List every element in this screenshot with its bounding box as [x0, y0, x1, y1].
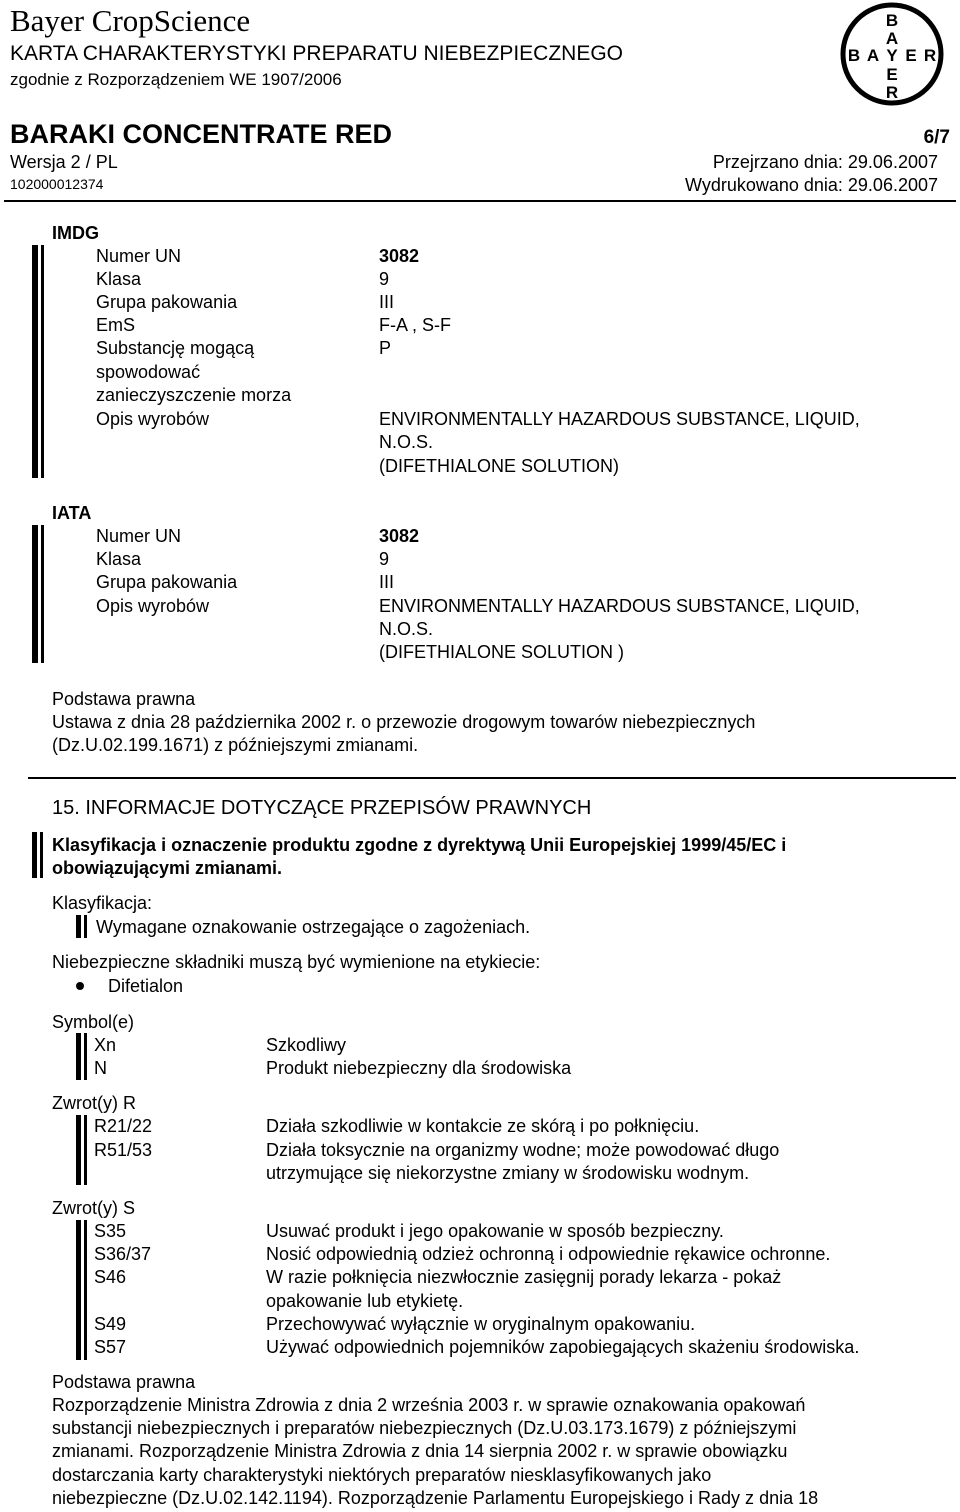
- imdg-value: 3082: [379, 246, 420, 266]
- s-phrase-code: S49: [94, 1314, 127, 1334]
- s-phrase-text: opakowanie lub etykietę.: [266, 1291, 464, 1311]
- legal-basis-text: niebezpieczne (Dz.U.02.142.1194). Rozporządzenie Parlamentu Europejskiego i Rady z dnia 18: [52, 1488, 819, 1508]
- r-phrase-code: R21/22: [94, 1116, 153, 1136]
- svg-text:A: A: [866, 46, 880, 65]
- s-phrase-text: Przechowywać wyłącznie w oryginalnym opakowaniu.: [266, 1314, 696, 1334]
- change-marker: [84, 915, 87, 938]
- s-phrase-text: Nosić odpowiednią odzież ochronną i odpowiednie rękawice ochronne.: [266, 1244, 831, 1264]
- imdg-value: (DIFETHIALONE SOLUTION): [379, 456, 620, 476]
- svg-text:E: E: [905, 46, 917, 65]
- change-marker: [84, 1115, 87, 1185]
- change-marker: [84, 1033, 87, 1080]
- change-marker: [76, 1220, 81, 1360]
- legal-basis-text: Rozporządzenie Ministra Zdrowia z dnia 2 września 2003 r. w sprawie oznakowania opakowań: [52, 1395, 806, 1415]
- change-marker: [84, 1220, 87, 1360]
- iata-value: ENVIRONMENTALLY HAZARDOUS SUBSTANCE, LIQUID,: [379, 596, 860, 616]
- imdg-value: P: [379, 338, 392, 358]
- legal-basis-text: dostarczania karty charakterystyki niektórych preparatów niesklasyfikowanych jako: [52, 1465, 712, 1485]
- imdg-label: Klasa: [96, 269, 142, 289]
- svg-text:E: E: [886, 65, 898, 84]
- change-marker: [41, 245, 44, 478]
- legal-basis-title: Podstawa prawna: [52, 689, 196, 709]
- change-marker: [76, 1033, 81, 1080]
- iata-label: Grupa pakowania: [96, 572, 238, 592]
- s-phrase-text: Używać odpowiednich pojemników zapobiegających skażeniu środowiska.: [266, 1337, 860, 1357]
- regulation-reference: zgodnie z Rozporządzeniem WE 1907/2006: [10, 70, 342, 89]
- change-marker: [41, 525, 44, 663]
- imdg-label: Opis wyrobów: [96, 409, 210, 429]
- s-phrase-code: S57: [94, 1337, 127, 1357]
- bayer-logo: [832, 2, 952, 106]
- imdg-label: zanieczyszczenie morza: [96, 385, 292, 405]
- change-marker: [76, 915, 81, 938]
- legal-basis-title: Podstawa prawna: [52, 1372, 196, 1392]
- classification-value: Wymagane oznakowanie ostrzegające o zagożeniach.: [96, 917, 531, 937]
- review-date: Przejrzano dnia: 29.06.2007: [712, 152, 938, 172]
- document-code: 102000012374: [10, 176, 104, 192]
- print-date: Wydrukowano dnia: 29.06.2007: [684, 175, 938, 195]
- s-phrase-code: S46: [94, 1267, 127, 1287]
- imdg-value: 9: [379, 269, 390, 289]
- product-name: BARAKI CONCENTRATE RED: [10, 119, 392, 149]
- hazard-component: Difetialon: [108, 976, 184, 996]
- imdg-label: spowodować: [96, 362, 201, 382]
- iata-label: Opis wyrobów: [96, 596, 210, 616]
- imdg-value: F-A , S-F: [379, 315, 451, 335]
- symbol-text: Szkodliwy: [266, 1035, 347, 1055]
- iata-value: 3082: [379, 526, 420, 546]
- svg-text:R: R: [923, 46, 937, 65]
- iata-label: Numer UN: [96, 526, 182, 546]
- section-heading: 15. INFORMACJE DOTYCZĄCE PRZEPISÓW PRAWNYCH: [52, 797, 592, 819]
- imdg-label: Grupa pakowania: [96, 292, 238, 312]
- classification-label: Klasyfikacja:: [52, 893, 153, 913]
- imdg-label: EmS: [96, 315, 136, 335]
- legal-basis-text: substancji niebezpiecznych i preparatów niebezpiecznych (Dz.U.03.173.1679) z późniejszymi: [52, 1418, 797, 1438]
- symbols-label: Symbol(e): [52, 1012, 135, 1032]
- r-phrase-text: utrzymujące się niekorzystne zmiany w środowisku wodnym.: [266, 1163, 750, 1183]
- legal-basis-text: Ustawa z dnia 28 października 2002 r. o przewozie drogowym towarów niebezpiecznych: [52, 712, 756, 732]
- document-type: KARTA CHARAKTERYSTYKI PREPARATU NIEBEZPIECZNEGO: [10, 42, 624, 65]
- svg-text:B: B: [847, 46, 861, 65]
- svg-text:Y: Y: [886, 46, 898, 65]
- section-divider: [28, 777, 956, 779]
- imdg-title: IMDG: [52, 223, 99, 243]
- legal-basis-text: zmianami. Rozporządzenie Ministra Zdrowia z dnia 14 sierpnia 2002 r. w sprawie obowiązku: [52, 1441, 788, 1461]
- symbol-text: Produkt niebezpieczny dla środowiska: [266, 1058, 572, 1078]
- change-marker: [40, 832, 43, 878]
- iata-value: 9: [379, 549, 390, 569]
- r-phrase-text: Działa toksycznie na organizmy wodne; może powodować długo: [266, 1140, 780, 1160]
- classification-statement: Klasyfikacja i oznaczenie produktu zgodne z dyrektywą Unii Europejskiej 1999/45/EC i: [52, 835, 787, 855]
- s-phrase-code: S35: [94, 1221, 127, 1241]
- change-marker: [32, 245, 38, 478]
- change-marker: [32, 525, 38, 663]
- header-divider: [4, 200, 956, 202]
- imdg-value: III: [379, 292, 395, 312]
- r-phrase-code: R51/53: [94, 1140, 153, 1160]
- company-name: Bayer CropScience: [10, 3, 251, 38]
- version: Wersja 2 / PL: [10, 152, 118, 172]
- page-number: 6/7: [923, 127, 950, 148]
- s-phrase-text: Usuwać produkt i jego opakowanie w sposób bezpieczny.: [266, 1221, 724, 1241]
- bullet-icon: [76, 982, 84, 990]
- hazard-components-label: Niebezpieczne składniki muszą być wymienione na etykiecie:: [52, 952, 541, 972]
- svg-text:B: B: [885, 11, 899, 30]
- svg-text:R: R: [885, 83, 899, 102]
- svg-text:A: A: [885, 29, 899, 48]
- change-marker: [76, 1115, 81, 1185]
- change-marker: [32, 832, 37, 878]
- r-phrases-label: Zwrot(y) R: [52, 1093, 136, 1113]
- iata-label: Klasa: [96, 549, 142, 569]
- iata-title: IATA: [52, 503, 92, 523]
- legal-basis-text: (Dz.U.02.199.1671) z późniejszymi zmianami.: [52, 735, 419, 755]
- iata-value: N.O.S.: [379, 619, 434, 639]
- imdg-value: ENVIRONMENTALLY HAZARDOUS SUBSTANCE, LIQUID,: [379, 409, 860, 429]
- s-phrases-label: Zwrot(y) S: [52, 1198, 135, 1218]
- symbol-code: N: [94, 1058, 107, 1078]
- symbol-code: Xn: [94, 1035, 117, 1055]
- imdg-value: N.O.S.: [379, 432, 434, 452]
- iata-value: (DIFETHIALONE SOLUTION ): [379, 642, 625, 662]
- classification-statement: obowiązującymi zmianami.: [52, 858, 283, 878]
- s-phrase-code: S36/37: [94, 1244, 152, 1264]
- imdg-label: Substancję mogącą: [96, 338, 255, 358]
- s-phrase-text: W razie połknięcia niezwłocznie zasięgnij porady lekarza - pokaż: [266, 1267, 782, 1287]
- r-phrase-text: Działa szkodliwie w kontakcie ze skórą i po połknięciu.: [266, 1116, 700, 1136]
- imdg-label: Numer UN: [96, 246, 182, 266]
- iata-value: III: [379, 572, 395, 592]
